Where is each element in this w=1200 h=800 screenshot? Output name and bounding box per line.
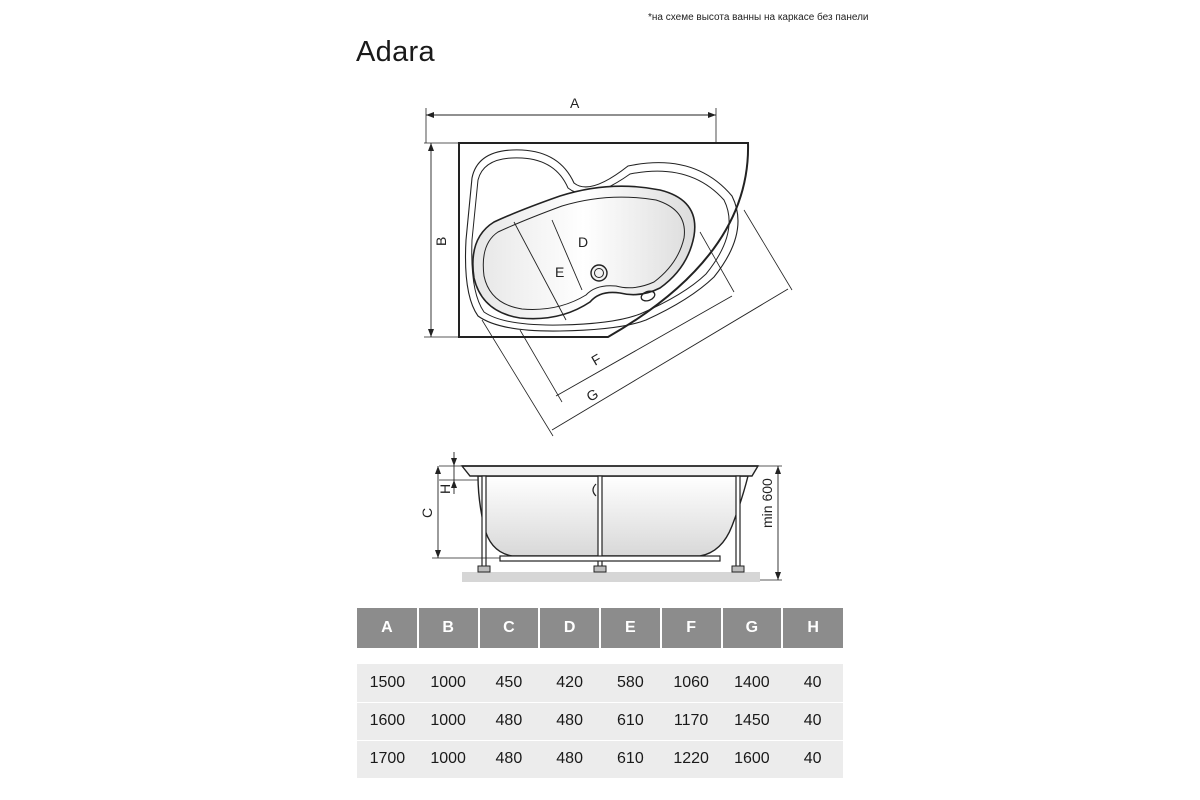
tub-rim [462, 466, 758, 476]
table-cell: 1600 [722, 740, 783, 778]
header-cell: A [357, 608, 418, 648]
table-cell: 480 [539, 702, 600, 740]
table-cell: 420 [539, 664, 600, 702]
tub-body [478, 476, 748, 556]
height-note: *на схеме высота ванны на каркасе без панели [648, 12, 869, 23]
table-cell: 610 [600, 740, 661, 778]
model-title: Adara [356, 36, 435, 68]
label-b: B [433, 236, 449, 246]
label-h: H [437, 483, 453, 494]
header-cell: D [539, 608, 600, 648]
table-cell: 1500 [357, 664, 418, 702]
header-cell: B [418, 608, 479, 648]
table-cell: 480 [479, 740, 540, 778]
table-cell: 1600 [357, 702, 418, 740]
table-cell: 40 [782, 664, 843, 702]
table-cell: 1000 [418, 740, 479, 778]
header-cell: F [661, 608, 722, 648]
table-cell: 1700 [357, 740, 418, 778]
table-row [357, 664, 843, 702]
table-cell: 1060 [661, 664, 722, 702]
header-cell: C [479, 608, 540, 648]
table-cell: 1400 [722, 664, 783, 702]
table-cell: 40 [782, 740, 843, 778]
table-cell: 1220 [661, 740, 722, 778]
label-d: D [578, 234, 589, 250]
table-cell: 480 [539, 740, 600, 778]
label-min600: min 600 [759, 478, 775, 528]
top-view [424, 108, 792, 436]
table-cell: 610 [600, 702, 661, 740]
dimensions-table [357, 608, 843, 779]
header-cell: G [722, 608, 783, 648]
table-cell: 1000 [418, 664, 479, 702]
table-cell: 580 [600, 664, 661, 702]
feet [478, 566, 744, 572]
table-cell: 480 [479, 702, 540, 740]
drain-icon [591, 265, 607, 281]
floor [462, 572, 760, 582]
label-c: C [419, 507, 435, 518]
table-cell: 1170 [661, 702, 722, 740]
table-cell: 40 [782, 702, 843, 740]
table-cell: 1450 [722, 702, 783, 740]
table-header-row [357, 608, 843, 648]
table-row [357, 740, 843, 778]
side-view [432, 452, 782, 582]
label-e: E [555, 264, 565, 280]
header-cell: E [600, 608, 661, 648]
table-cell: 450 [479, 664, 540, 702]
table-cell: 1000 [418, 702, 479, 740]
label-f: F [588, 350, 604, 369]
label-a: A [570, 95, 580, 111]
header-cell: H [782, 608, 843, 648]
table-row [357, 702, 843, 740]
label-g: G [583, 385, 601, 405]
